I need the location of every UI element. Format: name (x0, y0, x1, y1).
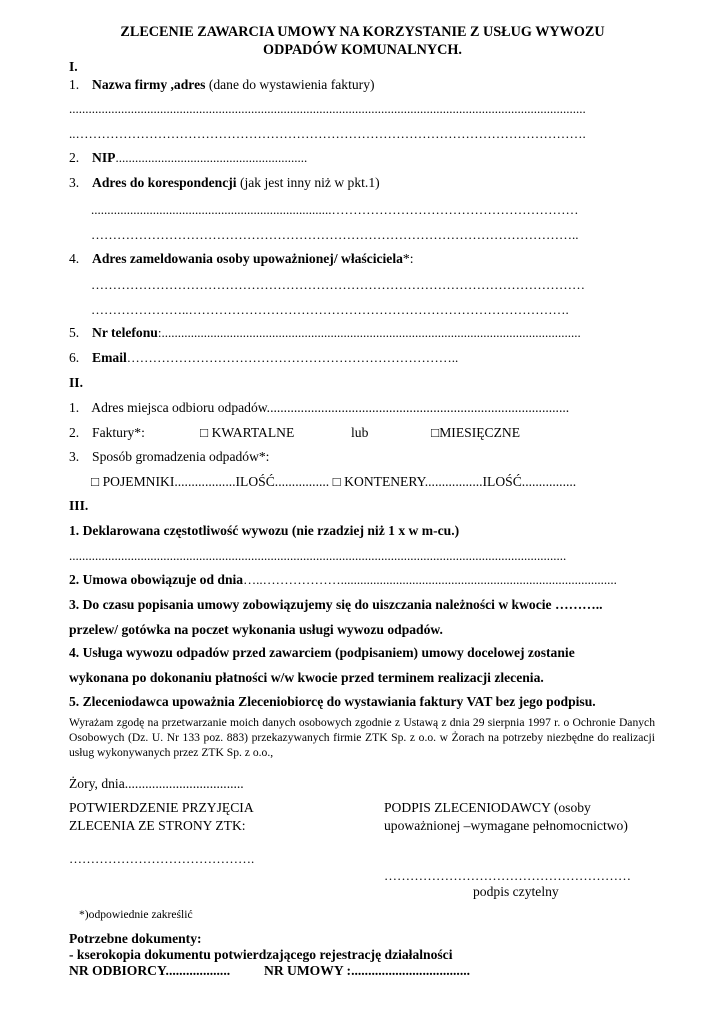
field-label: Adres do korespondencji (92, 175, 237, 190)
field-note: (jak jest inny niż w pkt.1) (239, 175, 380, 190)
field-label: 2. Umowa obowiązuje od dnia (69, 572, 244, 587)
company-name-line-2[interactable]: ..………………………………………………………………………………………………………. (69, 126, 586, 141)
nip-input-line[interactable]: ........................................................... (115, 150, 308, 165)
phone-input-line[interactable]: :................................................................................................................................. (157, 325, 581, 340)
item-number: 5. (69, 325, 80, 340)
client-signature-line[interactable]: ………………………………………………… (384, 868, 631, 883)
email-input-line[interactable]: ………………………………………………………………….. (126, 350, 459, 365)
service-clause-line1: 4. Usługa wywozu odpadów przed zawarciem (podpisaniem) umowy docelowej zostanie (69, 645, 575, 660)
place-date-field[interactable]: Żory, dnia................................... (69, 776, 244, 791)
collection-frequency-line[interactable]: ......................................................................................................................................................... (69, 548, 567, 563)
item-number: 4. (69, 251, 80, 266)
contract-number-field[interactable]: NR UMOWY :................................... (264, 963, 471, 978)
correspondence-line-2[interactable]: ………………………………………………………………………………………………….. (91, 227, 579, 242)
data-processing-consent: Wyrażam zgodę na przetwarzanie moich danych osobowych zgodnie z Ustawą z dnia 29 sierpnia 1997 r. o Ochronie Danych Osobowych (Dz. U. Nr 133 poz. 883) przekazywanych firmie ZTK Sp. z o.o. w Żorach na potrzeby niezbędne do realizacji usług wykonywanych przez ZTK Sp. z o.o., (69, 716, 655, 759)
field-email (69, 350, 458, 366)
required-documents-heading: Potrzebne dokumenty: (69, 931, 202, 946)
registration-line-2[interactable]: …………………..……………………………………………………………………………. (91, 302, 569, 317)
field-label: Adres zameldowania osoby upoważnionej/ właściciela (92, 251, 403, 266)
signature-caption: podpis czytelny (473, 884, 559, 899)
item-number: 2. (69, 425, 80, 440)
item-number: 3. (69, 175, 80, 190)
field-correspondence-address (69, 175, 380, 191)
field-label: Nazwa firmy ,adres (92, 77, 206, 92)
registration-line-1[interactable]: …………………………………………………………………………………………………… (91, 277, 585, 292)
document-title-line1: ZLECENIE ZAWARCIA UMOWY NA KORZYSTANIE Z USŁUG WYWOZU (120, 24, 605, 40)
correspondence-line-1[interactable]: ..........................................................................………………………………………………… (91, 202, 579, 217)
checkbox-quarterly[interactable]: □ KWARTALNE (200, 425, 295, 440)
field-note: (dane do wystawienia faktury) (208, 77, 375, 92)
field-label: NIP (92, 150, 116, 165)
contract-start-input-line[interactable]: …..………………..................................................................................... (243, 572, 617, 587)
item-number: 2. (69, 150, 80, 165)
field-registration-address (69, 251, 414, 267)
field-label: Email (92, 350, 127, 365)
field-label: Faktury*: (92, 425, 145, 440)
field-note: *: (402, 251, 414, 266)
collection-frequency-label: 1. Deklarowana częstotliwość wywozu (nie rzadziej niż 1 x w m-cu.) (69, 523, 460, 538)
item-number: 1. (69, 400, 80, 415)
field-label: Nr telefonu (92, 325, 158, 340)
section-1-heading: I. (69, 59, 78, 74)
document-title-line2: ODPADÓW KOMUNALNYCH. (263, 42, 462, 58)
containers-line[interactable]: □ POJEMNIKI..................ILOŚĆ................ □ KONTENERY.................ILOŚĆ................ (91, 474, 577, 489)
section-3-heading: III. (69, 498, 89, 513)
ztk-confirmation-line1: POTWIERDZENIE PRZYJĘCIA (69, 800, 254, 815)
field-phone (69, 325, 581, 341)
payment-clause-line2: przelew/ gotówka na poczet wykonania usługi wywozu odpadów. (69, 622, 443, 637)
item-number: 6. (69, 350, 80, 365)
invoice-authorization: 5. Zleceniodawca upoważnia Zleceniobiorcę do wystawiania faktury VAT bez jego podpisu. (69, 694, 596, 709)
pickup-address-text[interactable]: Adres miejsca odbioru odpadów......................................................................................... (91, 400, 570, 415)
item-number: 3. (69, 449, 80, 464)
field-collection-method (69, 449, 269, 465)
client-signature-heading-line1: PODPIS ZLECENIODAWCY (osoby (384, 800, 591, 815)
option-separator: lub (351, 425, 369, 440)
checkbox-monthly[interactable]: □MIESIĘCZNE (431, 425, 521, 440)
field-pickup-address (69, 400, 569, 416)
field-company-name (69, 77, 375, 93)
field-invoices (69, 425, 629, 441)
company-name-line-1[interactable]: ............................................................................................................................................................... (69, 101, 586, 116)
service-clause-line2: wykonana po dokonaniu płatności w/w kwocie przed terminem realizacji zlecenia. (69, 670, 544, 685)
ztk-confirmation-signature-line[interactable]: ……………………………………. (69, 851, 255, 866)
ztk-confirmation-line2: ZLECENIA ZE STRONY ZTK: (69, 818, 246, 833)
client-signature-heading-line2: upoważnionej –wymagane pełnomocnictwo) (384, 818, 628, 833)
recipient-number-field[interactable]: NR ODBIORCY................... (69, 963, 231, 978)
contract-start-field (69, 572, 617, 588)
section-2-heading: II. (69, 375, 83, 390)
footnote: *)odpowiednie zakreślić (79, 908, 193, 921)
payment-clause-line1: 3. Do czasu popisania umowy zobowiązujemy się do uiszczania należności w kwocie ……….. (69, 597, 603, 612)
required-documents-item: - kserokopia dokumentu potwierdzającego rejestrację działalności (69, 947, 453, 962)
field-label: Sposób gromadzenia odpadów*: (92, 449, 270, 464)
item-number: 1. (69, 77, 80, 92)
field-nip (69, 150, 307, 166)
